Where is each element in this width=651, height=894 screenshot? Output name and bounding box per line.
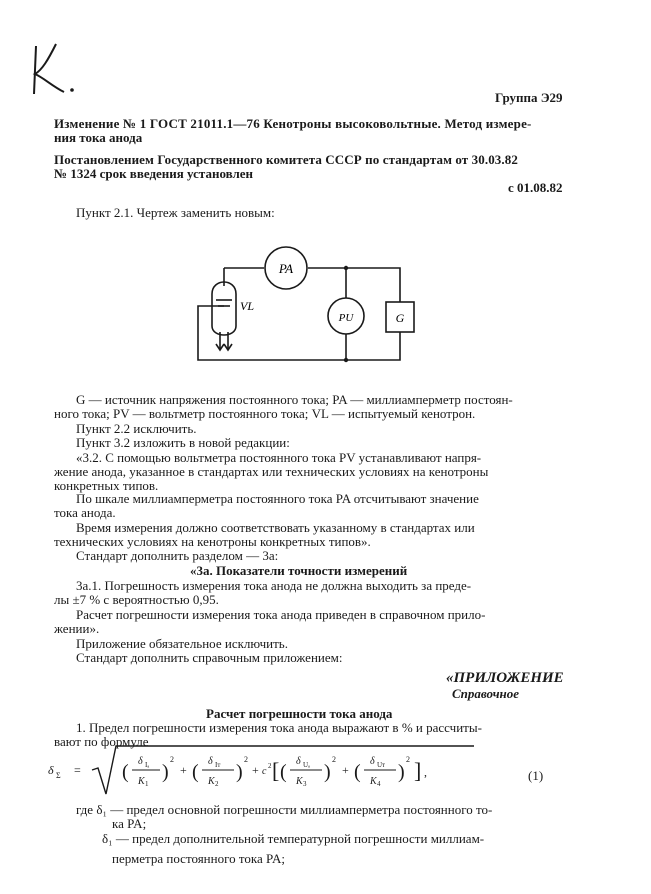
appendix-p1: 1. Предел погрешности измерения тока анода выражают в % и рассчиты-: [76, 720, 482, 735]
svg-text:δ: δ: [138, 756, 143, 767]
definition-1b: ка PA;: [112, 816, 147, 831]
q-3-2-line-2: жение анода, указанное в стандартах или технических условиях на кенотроны: [54, 464, 489, 479]
svg-text:(: (: [192, 761, 199, 783]
q-3-2-line-7: технических условиях на кенотроны конкретных типов».: [54, 534, 371, 549]
svg-text:K: K: [138, 776, 145, 787]
handwritten-mark: [26, 40, 76, 96]
svg-text:Uт: Uт: [377, 761, 386, 769]
equation-number: (1): [528, 768, 544, 783]
p-2-2: Пункт 2.2 исключить.: [76, 421, 197, 436]
group-label: Группа Э29: [495, 90, 563, 105]
definition-1a: где δ₁ — предел основной погрешности миллиамперметра постоянного то-: [76, 802, 493, 817]
header-line-2: ния тока анода: [54, 130, 143, 145]
svg-text:2: 2: [215, 780, 219, 788]
svg-text:+: +: [342, 763, 349, 777]
svg-text:2: 2: [406, 755, 410, 764]
appendix-subtitle: Справочное: [452, 686, 520, 701]
section-3a-line-6: Стандарт дополнить справочным приложением:: [76, 650, 343, 665]
header-line-4: № 1324 срок введения установлен: [54, 166, 254, 181]
svg-text:4: 4: [377, 780, 381, 788]
q-3-2-line-4: По шкале миллиамперметра постоянного тока PA отсчитывают значение: [76, 491, 479, 506]
svg-text:[: [: [272, 758, 280, 783]
pa-label: PA: [278, 261, 294, 276]
header-date: с 01.08.82: [508, 180, 563, 195]
vl-label: VL: [240, 299, 255, 313]
svg-text:3: 3: [303, 780, 307, 788]
para-2-1: Пункт 2.1. Чертеж заменить новым:: [76, 205, 275, 220]
appendix-p2: вают по формуле: [54, 734, 149, 749]
section-3a-title: «3а. Показатели точности измерений: [190, 563, 408, 578]
q-3-2-line-3: конкретных типов.: [54, 478, 159, 493]
svg-text:δ: δ: [208, 756, 213, 767]
header-line-1: Изменение № 1 ГОСТ 21011.1—76 Кенотроны высоковольтные. Метод измере-: [54, 116, 532, 131]
svg-text:2: 2: [244, 755, 248, 764]
circuit-diagram: [190, 246, 420, 370]
svg-text:1: 1: [145, 780, 149, 788]
definition-2b: перметра постоянного тока PA;: [112, 851, 286, 866]
svg-text:Iₐ: Iₐ: [145, 761, 150, 769]
pu-label: PU: [338, 312, 354, 324]
svg-text:,: ,: [424, 765, 427, 779]
section-3a-line-3: Расчет погрешности измерения тока анода приведен в справочном прило-: [76, 607, 486, 622]
svg-text:Iт: Iт: [215, 761, 221, 769]
legend-line-2: ного тока; PV — вольтметр постоянного тока; VL — испытуемый кенотрон.: [54, 406, 476, 421]
svg-text:2: 2: [170, 755, 174, 764]
svg-text:): ): [324, 761, 331, 783]
legend-line-1: G — источник напряжения постоянного тока; PA — миллиамперметр постоян-: [76, 392, 513, 407]
svg-text:=: =: [74, 763, 81, 777]
appendix-heading: Расчет погрешности тока анода: [206, 706, 393, 721]
svg-text:): ): [398, 761, 405, 783]
svg-text:c: c: [262, 766, 267, 777]
svg-text:2: 2: [332, 755, 336, 764]
section-3a-line-5: Приложение обязательное исключить.: [76, 636, 288, 651]
svg-text:2: 2: [268, 762, 272, 770]
svg-text:δ: δ: [370, 756, 375, 767]
svg-text:): ): [236, 761, 243, 783]
svg-text:(: (: [280, 761, 287, 783]
header-line-3: Постановлением Государственного комитета СССР по стандартам от 30.03.82: [54, 152, 518, 167]
q-3-2-line-1: «3.2. С помощью вольтметра постоянного тока PV устанавливают напря-: [76, 450, 482, 465]
svg-text:(: (: [122, 761, 129, 783]
svg-text:Σ: Σ: [56, 771, 61, 780]
svg-text:K: K: [296, 776, 303, 787]
section-3a-line-2: лы ±7 % с вероятностью 0,95.: [54, 592, 219, 607]
q-3-2-line-8: Стандарт дополнить разделом — 3а:: [76, 548, 279, 563]
section-3a-line-4: жении».: [54, 621, 100, 636]
svg-text:K: K: [208, 776, 215, 787]
definition-2a: δ₁ — предел дополнительной температурной погрешности миллиам-: [102, 831, 485, 846]
g-label: G: [395, 311, 405, 325]
q-3-2-line-5: тока анода.: [54, 505, 116, 520]
kenotron-tube: [212, 282, 236, 335]
svg-text:): ): [162, 761, 169, 783]
svg-text:Uₐ: Uₐ: [303, 761, 310, 769]
svg-text:δ: δ: [48, 763, 54, 777]
svg-text:K: K: [370, 776, 377, 787]
p-3-2: Пункт 3.2 изложить в новой редакции:: [76, 435, 290, 450]
q-3-2-line-6: Время измерения должно соответствовать указанному в стандартах или: [76, 520, 475, 535]
section-3a-line-1: 3а.1. Погрешность измерения тока анода не должна выходить за преде-: [76, 578, 472, 593]
svg-text:+: +: [252, 763, 259, 777]
svg-text:δ: δ: [296, 756, 301, 767]
svg-text:(: (: [354, 761, 361, 783]
svg-text:]: ]: [414, 758, 422, 783]
appendix-title: «ПРИЛОЖЕНИЕ: [446, 670, 564, 686]
svg-text:+: +: [180, 763, 187, 777]
